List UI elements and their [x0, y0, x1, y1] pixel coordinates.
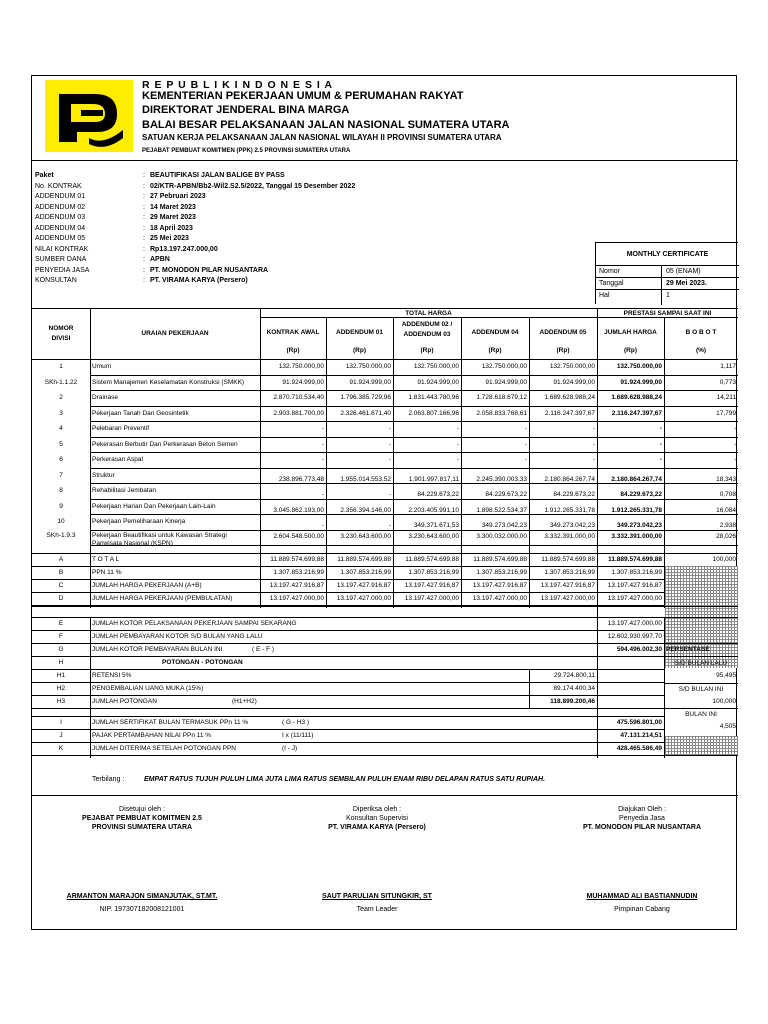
row-nomor: 4	[59, 425, 63, 432]
row-a23: -	[456, 425, 459, 432]
certificate-hal: 1	[666, 292, 670, 299]
row-a5: 2.116.247.397,67	[544, 409, 595, 417]
summary-h3-label: JUMLAH POTONGAN	[92, 698, 157, 705]
row-jh: 2.116.247.397,67	[611, 409, 662, 417]
total-nomor: A	[58, 556, 64, 563]
row-ka: -	[321, 522, 324, 529]
row-a4: 132.750.000,00	[481, 363, 527, 370]
total-jh: 13.197.427.000,00	[607, 595, 662, 602]
row-a4: -	[524, 440, 527, 448]
row-a4: 1.898.522.534,37	[476, 506, 527, 514]
row-ka: 3.045.862.193,00	[273, 506, 324, 514]
signature-name: MUHAMMAD ALI BASTIANNUDIN	[586, 893, 698, 900]
row-a1: -	[388, 456, 391, 463]
row-a23: -	[456, 440, 459, 448]
head-kontrak_awal: KONTRAK AWAL	[266, 329, 320, 336]
signature-subtitle: Team Leader	[356, 906, 398, 913]
total-a23: 13.197.427.916,87	[404, 582, 459, 589]
bulan-ini-value: 4,505	[719, 723, 736, 730]
row-a1: 3.230.643.600,00	[340, 532, 391, 540]
summary-k-formula: (I - J)	[282, 745, 298, 752]
row-a4: 2.058.833.768,61	[476, 409, 527, 417]
header-balai: BALAI BESAR PELAKSANAAN JALAN NASIONAL SUMATERA UTARA	[142, 119, 510, 131]
info-label: SUMBER DANA	[35, 256, 87, 263]
summary-h2-label: PENGEMBALIAN UANG MUKA (15%)	[92, 685, 204, 692]
monthly-certificate-sheet	[31, 75, 737, 930]
summary-j-nomor: J	[59, 732, 63, 739]
info-label: NILAI KONTRAK	[35, 245, 89, 253]
row-a4: -	[524, 425, 527, 432]
row-nomor: 7	[59, 471, 63, 479]
summary-h1-label: RETENSI 5%	[92, 672, 132, 679]
row-uraian: Pelebaran Preventif	[92, 425, 150, 432]
row-a1: 132.750.000,00	[345, 363, 391, 370]
header-satuan: SATUAN KERJA PELAKSANAAN JALAN NASIONAL WILAYAH II PROVINSI SUMATERA UTARA	[142, 133, 502, 142]
total-a4: 13.197.427.000,00	[472, 595, 527, 602]
row-uraian: Pekerjaan Tanah Dan Geosintetik	[92, 409, 189, 417]
row-jh: 1.689.628.988,24	[611, 394, 662, 401]
row-a4: 1.728.618.679,12	[476, 394, 527, 401]
certificate-nomor-label: Nomor	[599, 268, 621, 275]
head-addendum0203: ADDENDUM 02 /	[401, 321, 453, 328]
row-a23: 349.371.671,53	[413, 522, 459, 529]
row-uraian-line2: Pariwisata Nasional (KSPN)	[92, 539, 173, 547]
head-addendum01: ADDENDUM 01	[336, 329, 383, 336]
info-colon: :	[143, 277, 145, 284]
info-label: ADDENDUM 03	[35, 214, 86, 221]
row-jh: 132.750.000,00	[616, 363, 662, 370]
bulan-ini-label: BULAN INI	[685, 711, 717, 718]
certificate-hal-label: Hal	[599, 292, 610, 299]
summary-h3-nomor: H3	[56, 698, 66, 705]
info-value: Rp13.197.247.000,00	[150, 245, 218, 253]
certificate-tanggal-label: Tanggal	[599, 280, 624, 287]
row-bb: 14,211	[716, 394, 736, 401]
row-uraian: Struktur	[92, 471, 115, 479]
row-a23: 84.229.673,22	[417, 491, 459, 498]
head-jumlah_harga: JUMLAH HARGA	[604, 329, 657, 336]
signature-name: SAUT PARULIAN SITUNGKIR, ST	[322, 893, 432, 900]
summary-e-label: JUMLAH KOTOR PELAKSANAAN PEKERJAAN SAMPAI SEKARANG	[92, 620, 297, 627]
summary-j-value: 47.131.214,51	[620, 732, 662, 739]
total-bobot: 100,000	[712, 556, 736, 563]
head-nomor: NOMOR	[48, 325, 74, 332]
signature-company: PT. VIRAMA KARYA (Persero)	[328, 824, 426, 831]
row-a23: 1.831.443.780,96	[408, 394, 459, 401]
sd-bulan-ini-value: 100,000	[712, 698, 736, 705]
row-jh: -	[659, 440, 662, 448]
row-nomor: SKh-1.9.3	[46, 531, 76, 539]
total-nomor: B	[58, 569, 64, 576]
row-a4: 349.273.042,23	[481, 522, 527, 529]
total-ka: 1.307.853.216,99	[273, 569, 324, 576]
summary-i-nomor: I	[60, 719, 62, 726]
row-jh: 3.332.391.000,00	[611, 532, 662, 540]
row-ka: -	[321, 491, 324, 498]
total-nomor: C	[58, 582, 64, 589]
row-a5: 1.689.628.988,24	[544, 394, 595, 401]
info-label: ADDENDUM 01	[35, 193, 86, 200]
summary-e-nomor: E	[58, 620, 64, 627]
sd-bulan-ini-label: S/D BULAN INI	[678, 686, 724, 693]
head-addendum04: ADDENDUM 04	[471, 329, 519, 336]
sd-bulan-lalu-value: 95,495	[716, 672, 736, 679]
row-jh: 1.912.265.331,78	[611, 506, 662, 514]
total-a23: 11.889.574.699,88	[405, 556, 459, 563]
persentase-label: PERSENTASE	[666, 646, 710, 653]
head-prestasi: PRESTASI SAMPAI SAAT INI	[623, 310, 712, 317]
row-a23: 91.924.999,00	[417, 378, 459, 386]
row-nomor: 1	[59, 363, 63, 370]
total-uraian: JUMLAH HARGA PEKERJAAN (A+B)	[92, 582, 202, 589]
row-uraian: Pekerjaan Harian Dan Pekerjaan Lain-Lain	[92, 502, 216, 510]
total-a5: 13.197.427.000,00	[540, 595, 595, 602]
row-a23: 1.901.997.817,11	[408, 475, 459, 483]
summary-h1-nomor: H1	[56, 672, 66, 679]
info-label: PENYEDIA JASA	[35, 266, 90, 274]
info-label: No. KONTRAK	[35, 182, 82, 190]
row-ka: 238.896.773,48	[278, 475, 324, 483]
signature-role: Diajukan Oleh :	[618, 806, 666, 813]
info-colon: :	[143, 224, 145, 232]
info-value: PT. MONODON PILAR NUSANTARA	[150, 266, 269, 274]
row-bb: 16,084	[716, 506, 736, 514]
signature-company: PT. MONODON PILAR NUSANTARA	[582, 824, 702, 831]
total-ka: 11.889.574.699,88	[270, 556, 324, 563]
total-a23: 1.307.853.216,99	[408, 569, 459, 576]
summary-j-label: PAJAK PERTAMBAHAN NILAI PPn 11 %	[92, 732, 212, 739]
total-jh: 13.197.427.916,87	[607, 582, 662, 589]
signature-role: Diperiksa oleh :	[352, 806, 402, 813]
row-a5: 132.750.000,00	[549, 363, 595, 370]
head-rp: (Rp)	[624, 347, 637, 354]
hatched-area	[665, 618, 738, 643]
info-value: APBN	[150, 256, 170, 263]
signature-org: Konsultan Supervisi	[346, 815, 408, 822]
row-jh: -	[659, 425, 662, 432]
summary-f-label: JUMLAH PEMBAYARAN KOTOR S/D BULAN YANG LALU	[92, 633, 263, 640]
header-republik: R E P U B L I K I N D O N E S I A	[142, 79, 333, 91]
summary-h1-value: 29.724.800,11	[553, 672, 595, 679]
head-bobot: B O B O T	[685, 329, 717, 336]
summary-h2-value: 89.174.400,34	[553, 685, 595, 692]
total-a1: 13.197.427.000,00	[336, 595, 391, 602]
row-a5: 84.229.673,22	[553, 491, 595, 498]
row-a4: 84.229.673,22	[485, 491, 527, 498]
row-uraian: Pekerjaan Beautifikasi untuk Kawasan Strategi	[92, 531, 227, 539]
head-rp: (Rp)	[488, 347, 502, 354]
summary-g-nomor: G	[58, 646, 64, 653]
row-bb: 17,799	[716, 409, 736, 417]
summary-g-label: JUMLAH KOTOR PEMBAYARAN BULAN INI	[92, 646, 223, 653]
row-a5: 91.924.999,00	[553, 378, 595, 386]
row-a5: 349.273.042,23	[549, 522, 595, 529]
info-colon: :	[143, 172, 145, 179]
row-a23: 2.203.405.991,10	[408, 506, 459, 514]
total-ka: 13.197.427.916,87	[269, 582, 324, 589]
row-a4: 2.245.390.003,33	[476, 475, 527, 483]
row-jh: 91.924.999,00	[620, 378, 662, 386]
signature-subtitle: NIP. 197307182008121001	[99, 906, 185, 913]
row-a5: 2.180.864.267,74	[544, 475, 595, 483]
row-uraian: Drainase	[92, 394, 119, 401]
signature-company: PROVINSI SUMATERA UTARA	[91, 824, 193, 831]
total-a1: 1.307.853.216,99	[340, 569, 391, 576]
total-a5: 1.307.853.216,99	[544, 569, 595, 576]
row-a1: 91.924.999,00	[349, 378, 391, 386]
summary-g-value: 594.496.002,30	[616, 646, 662, 653]
info-colon: :	[143, 193, 145, 200]
row-a1: -	[388, 491, 391, 498]
row-a5: -	[592, 425, 595, 432]
terbilang-text: EMPAT RATUS TUJUH PULUH LIMA JUTA LIMA RATUS SEMBILAN PULUH ENAM RIBU DELAPAN RATUS SATU RUPIAH.	[144, 776, 546, 783]
summary-f-value: 12.602.930.997,70	[607, 633, 662, 640]
head-pct: (%)	[695, 347, 707, 354]
signature-org: PEJABAT PEMBUAT KOMITMEN 2.5	[82, 815, 202, 822]
total-uraian: JUMLAH HARGA PEKERJAAN (PEMBULATAN)	[92, 595, 233, 602]
row-ka: 2.870.710.534,40	[273, 394, 324, 401]
summary-e-value: 13.197.427.000,00	[607, 620, 662, 627]
signature-role: Disetujui oleh :	[119, 806, 165, 813]
info-value: 25 Mei 2023	[150, 235, 189, 242]
summary-i-label: JUMLAH SERTIFIKAT BULAN TERMASUK PPn 11 %	[92, 719, 249, 726]
info-colon: :	[143, 182, 145, 190]
summary-h-label: POTONGAN - POTONGAN	[162, 659, 243, 666]
row-bb: -	[733, 425, 736, 432]
row-ka: -	[321, 425, 324, 432]
info-label: ADDENDUM 02	[35, 203, 86, 211]
row-a4: -	[524, 456, 527, 463]
total-a1: 13.197.427.916,87	[336, 582, 391, 589]
row-ka: -	[321, 440, 324, 448]
row-ka: 2.903.881.700,00	[273, 409, 324, 417]
row-bb: 18,343	[716, 475, 736, 483]
certificate-box	[595, 242, 738, 304]
row-nomor: 2	[59, 394, 63, 401]
row-a4: 3.300.032.000,00	[476, 532, 527, 540]
head-rp: (Rp)	[286, 347, 300, 354]
summary-j-formula: I x (11/111)	[282, 732, 314, 739]
head-rp: (Rp)	[420, 347, 434, 354]
signature-org: Penyedia Jasa	[619, 815, 665, 822]
summary-f-nomor: F	[59, 633, 63, 640]
terbilang-label: Terbilang :	[92, 776, 125, 783]
certificate-nomor: 05 (ENAM)	[666, 268, 701, 275]
row-bb: 1,117	[720, 363, 736, 370]
row-bb: -	[733, 456, 736, 463]
total-jh: 11.889.574.699,88	[608, 556, 662, 563]
summary-h3-value: 118.899.200,46	[550, 698, 595, 705]
total-a23: 13.197.427.000,00	[404, 595, 459, 602]
header-kementerian: KEMENTERIAN PEKERJAAN UMUM & PERUMAHAN RAKYAT	[142, 90, 464, 102]
info-label: ADDENDUM 04	[35, 224, 86, 232]
row-nomor: SKh-1.1.22	[44, 378, 78, 386]
total-a1: 11.889.574.699,88	[337, 556, 391, 563]
info-colon: :	[143, 235, 145, 242]
row-bb: 0,708	[719, 491, 736, 498]
row-a23: 3.230.643.600,00	[408, 532, 459, 540]
head-uraian: URAIAN PEKERJAAN	[141, 330, 209, 337]
row-a1: -	[388, 425, 391, 432]
row-a1: -	[388, 522, 391, 529]
row-uraian: Pekerjaan Pemeliharaan Kinerja	[92, 518, 186, 525]
row-bb: 0,773	[719, 378, 736, 386]
row-a5: -	[592, 456, 595, 463]
info-label: ADDENDUM 05	[35, 235, 86, 242]
row-a1: 2.356.394.146,00	[340, 506, 391, 514]
summary-h3-formula: (H1+H2)	[232, 698, 257, 705]
hatched-area	[665, 736, 738, 755]
pu-logo	[45, 80, 133, 152]
row-bb: 28,026	[716, 532, 736, 540]
row-nomor: 9	[59, 502, 63, 510]
summary-i-value: 475.596.801,00	[616, 719, 662, 726]
row-uraian: Umum	[92, 363, 112, 370]
signature-subtitle: Pimpinan Cabang	[614, 906, 670, 913]
certificate-title: MONTHLY CERTIFICATE	[626, 251, 709, 258]
head-addendum0203b: ADDENDUM 03	[403, 331, 451, 338]
info-colon: :	[143, 245, 145, 253]
head-total-harga: TOTAL HARGA	[405, 310, 452, 317]
head-addendum05: ADDENDUM 05	[539, 329, 587, 336]
row-a23: -	[456, 456, 459, 463]
row-nomor: 5	[59, 440, 63, 448]
row-ka: 91.924.999,00	[282, 378, 324, 386]
summary-g-formula: ( E - F )	[252, 646, 275, 653]
row-ka: 132.750.000,00	[278, 363, 324, 370]
row-uraian: Sistem Manajemen Keselamatan Konstruksi (SMKK)	[92, 378, 245, 386]
row-uraian: Perkerasan Aspal	[92, 456, 143, 463]
info-colon: :	[143, 266, 145, 274]
total-a5: 13.197.427.916,87	[540, 582, 595, 589]
row-a4: 91.924.999,00	[485, 378, 527, 386]
row-a1: -	[388, 440, 391, 448]
total-nomor: D	[58, 595, 64, 602]
row-ka: -	[321, 456, 324, 463]
total-a4: 13.197.427.916,87	[472, 582, 527, 589]
row-a5: 1.912.265.331,78	[544, 506, 595, 514]
info-value: PT. VIRAMA KARYA (Persero)	[150, 277, 248, 284]
row-nomor: 10	[57, 518, 65, 525]
row-a5: -	[592, 440, 595, 448]
total-ka: 13.197.427.000,00	[269, 595, 324, 602]
head-rp: (Rp)	[353, 347, 366, 354]
row-nomor: 8	[59, 487, 63, 494]
info-colon: :	[143, 214, 145, 221]
header-direktorat: DIREKTORAT JENDERAL BINA MARGA	[142, 104, 350, 116]
info-value: 27 Pebruari 2023	[150, 193, 206, 200]
summary-h2-nomor: H2	[56, 685, 66, 692]
certificate-tanggal: 29 Mei 2023.	[666, 280, 707, 287]
info-value: BEAUTIFIKASI JALAN BALIGE BY PASS	[150, 172, 285, 179]
row-bb: 2,938	[719, 522, 736, 529]
sd-bulan-lalu-label: S/D BULAN LALU	[674, 660, 728, 667]
head-divisi: DIVISI	[51, 335, 71, 342]
total-uraian: T O T A L	[92, 556, 120, 563]
row-jh: 349.273.042,23	[616, 522, 662, 529]
row-bb: -	[733, 440, 736, 448]
row-a1: 1.955.014.553,52	[340, 475, 391, 483]
head-rp: (Rp)	[556, 347, 570, 354]
row-jh: 2.180.864.267,74	[611, 475, 662, 483]
total-a4: 1.307.853.216,99	[476, 569, 527, 576]
signature-name: ARMANTON MARAJON SIMANJUTAK, ST.MT.	[66, 893, 218, 900]
row-a23: 132.750.000,00	[413, 363, 459, 370]
info-value: 29 Maret 2023	[150, 214, 196, 221]
info-label: KONSULTAN	[35, 277, 77, 284]
row-nomor: 3	[59, 409, 63, 417]
row-nomor: 6	[59, 456, 63, 463]
total-a4: 11.889.574.699,88	[473, 556, 527, 563]
total-a5: 11.889.574.699,88	[541, 556, 595, 563]
total-uraian: PPN 11 %	[92, 569, 122, 576]
info-colon: :	[143, 256, 145, 263]
info-colon: :	[143, 203, 145, 211]
row-a1: 2.326.461.671,40	[340, 409, 391, 417]
summary-k-value: 428.465.586,49	[616, 745, 662, 752]
header-ppk: PEJABAT PEMBUAT KOMITMEN (PPK) 2.5 PROVINSI SUMATERA UTARA	[142, 148, 351, 154]
total-jh: 1.307.853.216,99	[611, 569, 662, 576]
row-ka: 2.604.548.500,00	[273, 532, 324, 540]
row-jh: -	[659, 456, 662, 463]
row-uraian: Rehabilitasi Jembatan	[92, 487, 156, 494]
summary-i-formula: ( G - H3 )	[282, 719, 310, 726]
row-a5: 3.332.391.000,00	[544, 532, 595, 540]
summary-k-nomor: K	[58, 745, 64, 752]
info-value: 02/KTR-APBN/Bb2-Wil2.S2.5/2022, Tanggal 15 Desember 2022	[150, 182, 356, 190]
info-value: 18 April 2023	[150, 224, 193, 232]
row-a1: 1.796.385.729,96	[340, 394, 391, 401]
info-label: Paket	[35, 172, 54, 179]
row-jh: 84.229.673,22	[620, 491, 662, 498]
row-uraian: Pekerasan Berbutir Dan Perkerasan Beton Semen	[92, 440, 238, 448]
info-value: 14 Maret 2023	[150, 203, 196, 211]
summary-k-label: JUMLAH DITERIMA SETELAH POTONGAN PPN	[92, 745, 236, 752]
summary-h-nomor: H	[58, 659, 64, 666]
row-a23: 2.063.807.166,96	[408, 409, 459, 417]
